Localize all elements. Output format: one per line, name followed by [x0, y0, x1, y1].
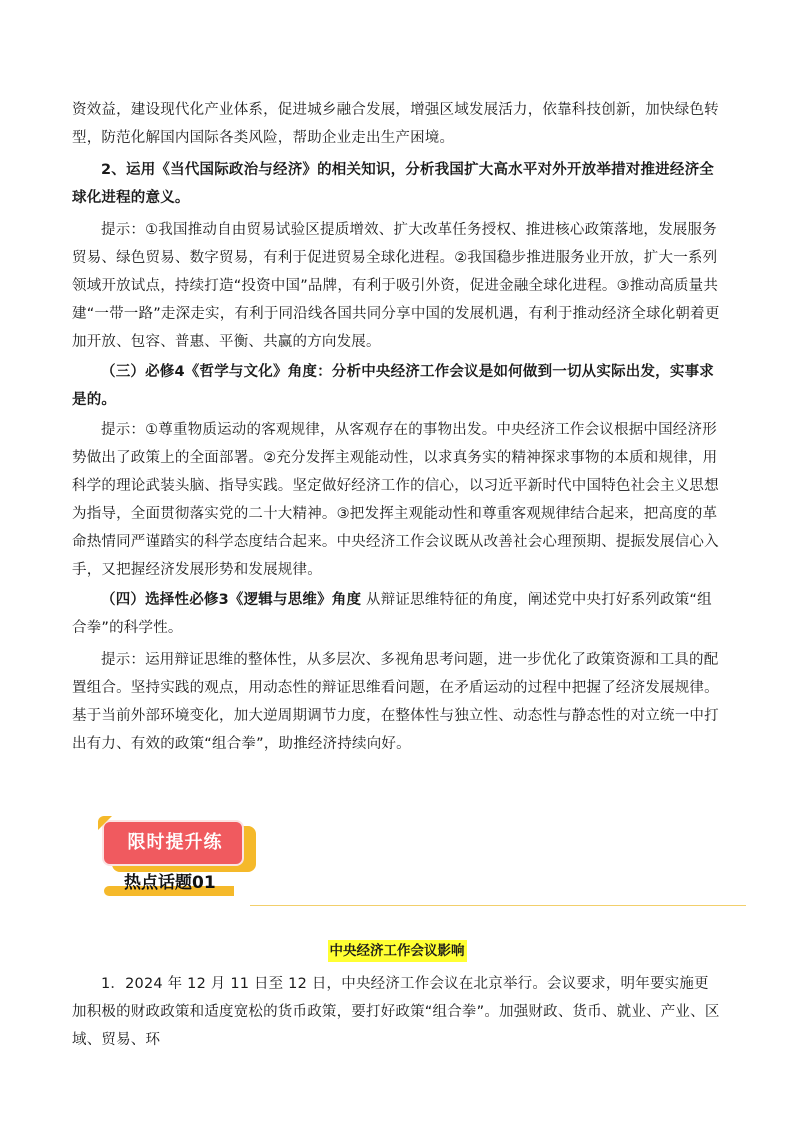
topic-divider — [250, 905, 746, 906]
topic-subtitle: 中央经济工作会议影响 — [328, 940, 467, 962]
answer-3 — [72, 416, 722, 584]
answer-2-text: ①我国推动自由贸易试验区提质增效、扩大改革任务授权、推进核心政策落地，发展服务贸易、绿色贸易、数字贸易，有利于促进贸易全球化进程。②我国稳步推进服务业开放，扩大一系列领域开放试点，持续打造“投资中国”品牌，有利于吸引外资，促进金融全球化进程。③推动高质量共建“一带一路”走深走实，有利于同沿线各国共同分享中国的发展机遇，有利于推动经济全球化朝着更加开放、包容、普惠、平衡、共赢的方向发展。 — [72, 222, 720, 350]
section-3-heading: （三）必修4《哲学与文化》角度：分析中央经济工作会议是如何做到一切从实际出发，实事求是的。 — [72, 364, 714, 408]
banner-box — [102, 820, 244, 866]
answer-4-text: 运用辩证思维的整体性，从多层次、多视角思考问题，进一步优化了政策资源和工具的配置组合。坚持实践的观点，用动态性的辩证思维看问题，在矛盾运动的过程中把握了经济发展规律。基于当前外部环境变化，加大逆周期调节力度，在整体性与独立性、动态性与静态性的对立统一中打出有力、有效的政策“组合拳”，助推经济持续向好。 — [72, 652, 719, 752]
practice-banner — [98, 816, 258, 872]
hint-label: 提示： — [101, 222, 146, 238]
hint-label: 提示： — [101, 422, 146, 438]
hint-label: 提示： — [101, 652, 146, 668]
banner-corner — [98, 816, 112, 830]
document-body — [72, 96, 722, 758]
banner-label: 限时提升练 — [127, 832, 223, 853]
section-4-rest: 从辩证思维特征的角度，阐述党中央打好系列政策“组合拳”的科学性。 — [72, 592, 712, 636]
question-2: 2、运用《当代国际政治与经济》的相关知识，分析我国扩大高水平对外开放举措对推进经济全球化进程的意义。 — [72, 162, 714, 206]
answer-3-text: ①尊重物质运动的客观规律，从客观存在的事物出发。中央经济工作会议根据中国经济形势做出了政策上的全面部署。②充分发挥主观能动性，以求真务实的精神探求事物的本质和规律，用科学的理论武装头脑、指导实践。坚定做好经济工作的信心，以习近平新时代中国特色社会主义思想为指导，全面贯彻落实党的二十大精神。③把发挥主观能动性和尊重客观规律结合起来，把高度的革命热情同严谨踏实的科学态度结合起来。中央经济工作会议既从改善社会心理预期、提振发展信心入手，又把握经济发展形势和发展规律。 — [72, 422, 719, 578]
topic-header — [100, 866, 746, 902]
question-1-text: 1．2024 年 12 月 11 日至 12 日，中央经济工作会议在北京举行。会议要求，明年要实施更加积极的财政政策和适度宽松的货币政策，要打好政策“组合拳”。加强财政、货币、就业、产业、区域、贸易、环 — [72, 976, 720, 1048]
topic-label: 热点话题01 — [124, 873, 216, 893]
question-1 — [72, 970, 722, 1054]
paragraph-continued: 资效益，建设现代化产业体系，促进城乡融合发展，增强区域发展活力，依靠科技创新，加快绿色转型，防范化解国内国际各类风险，帮助企业走出生产困境。 — [72, 102, 719, 146]
answer-2 — [72, 216, 722, 356]
section-4-heading — [72, 586, 722, 642]
section-4-bold: （四）选择性必修3《逻辑与思维》角度 — [101, 592, 362, 608]
answer-4 — [72, 646, 722, 758]
topic-subtitle-wrap — [0, 940, 794, 962]
